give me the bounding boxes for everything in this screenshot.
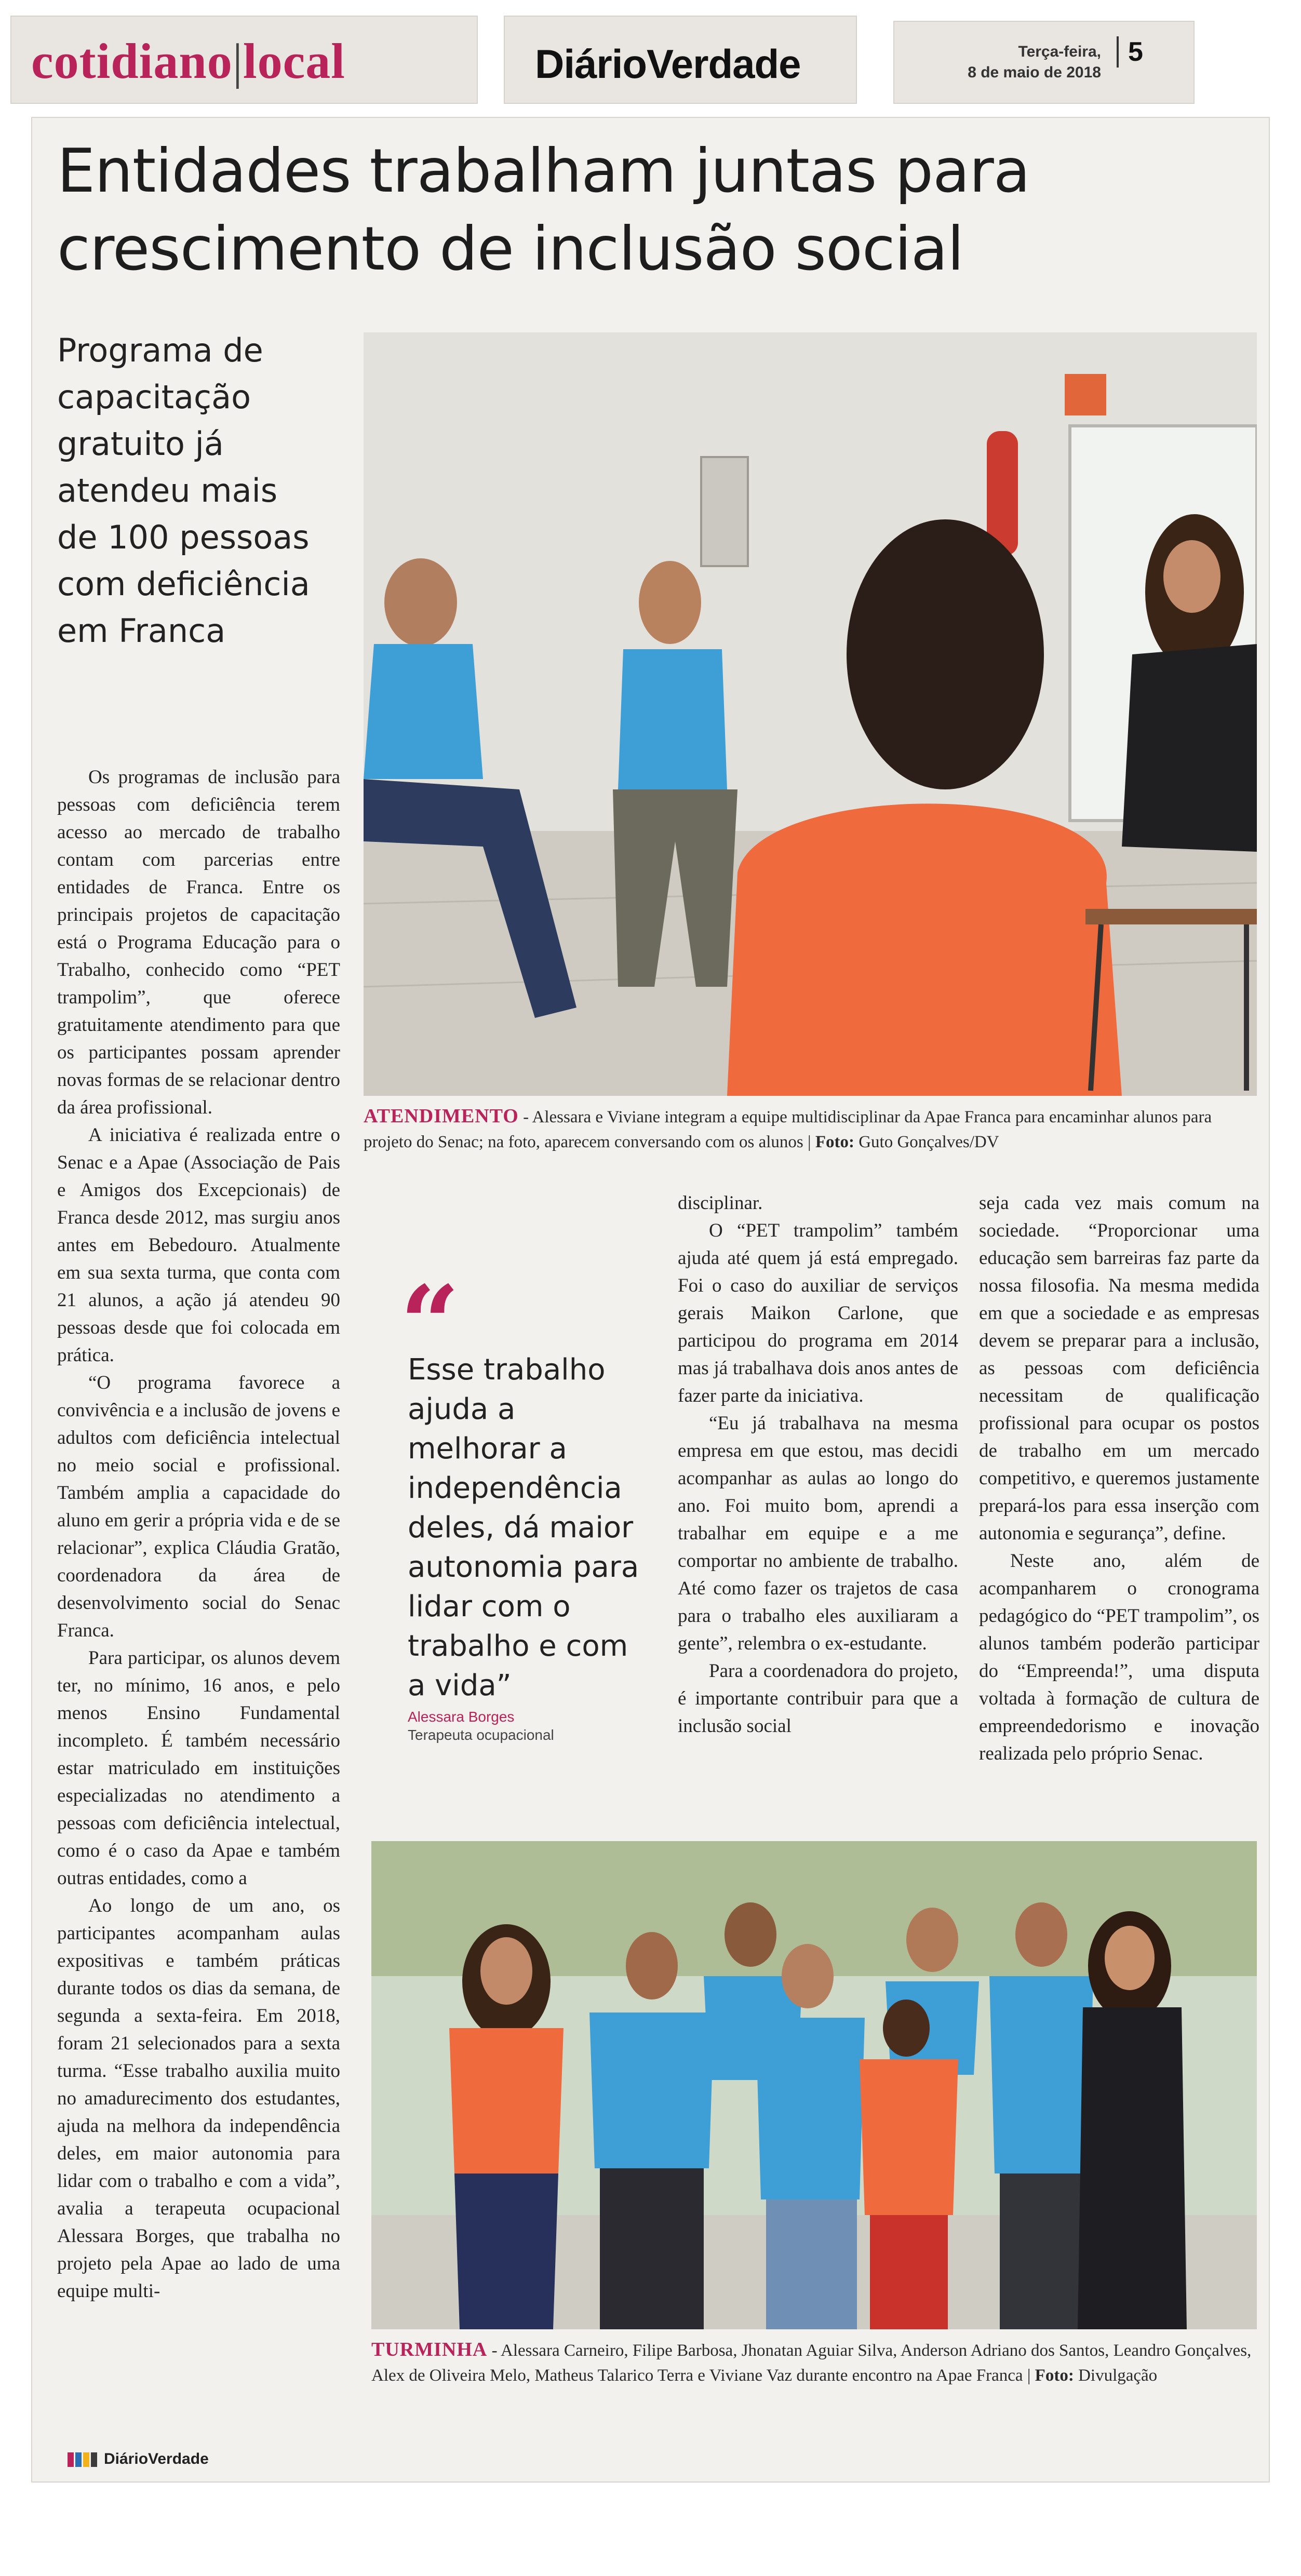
photo-1-caption (364, 1104, 1257, 1155)
page-number: 5 (1117, 36, 1143, 68)
photo-credit: Divulgação (1074, 2366, 1158, 2385)
standfirst: Programa de capacitação gratuito já atendeu mais de 100 pessoas com deficiência em Franca (57, 331, 310, 650)
paragraph: seja cada vez mais comum na sociedade. “Proporcionar uma educação sem barreiras faz parte da nossa filosofia. Na mesma medida em que a sociedade e as empresas devem se preparar para a inclusão, as pessoas com deficiência necessitam de qualificação profissional para ocupar os postos de trabalho em um mercado competitivo, e queremos justamente prepará-los para essa inserção com autonomia e segurança”, define. (979, 1192, 1259, 1544)
paragraph: “Eu já trabalhava na mesma empresa em que estou, mas decidi acompanhar as aulas ao longo do ano. Foi muito bom, aprendi a trabalhar em equipe e a me comportar no ambiente de trabalho. Até como fazer os trajetos de casa para o trabalho eles auxiliaram a gente”, relembra o ex-estudante. (678, 1413, 958, 1654)
group-photo-illustration (371, 1841, 1257, 2329)
newspaper-logo: DiárioVerdade (535, 41, 801, 87)
publication-date (945, 42, 1101, 83)
paragraph: A iniciativa é realizada entre o Senac e a Apae (Associação de Pais e Amigos dos Excepcionais) de Franca desde 2012, mas surgiu anos antes em Bebedouro. Atualmente em sua sexta turma, que conta com 21 alunos, a ação já atendeu 90 pessoas desde que foi colocada em prática. (57, 1124, 340, 1366)
photo-credit-label: Foto: (1035, 2366, 1074, 2385)
quote-mark: “ (400, 1263, 460, 1385)
paragraph: “O programa favorece a convivência e a inclusão de jovens e adultos com deficiência intelectual no meio social e profissional. Também amplia a capacidade do aluno em gerir a própria vida e de se relacionar”, explica Cláudia Gratão, coordenadora da área de desenvolvimento social do Senac Franca. (57, 1372, 340, 1641)
photo-turminha (371, 1841, 1257, 2329)
photo-2-caption (371, 2337, 1257, 2388)
paragraph: Neste ano, além de acompanharem o cronograma pedagógico do “PET trampolim”, os alunos também poderão participar do “Empreenda!”, uma disputa voltada à formação de cultura de empreendedorismo e inovação realizada pelo próprio Senac. (979, 1550, 1259, 1764)
caption-label: ATENDIMENTO (364, 1105, 519, 1127)
photo-atendimento (364, 332, 1257, 1096)
quote-author-role: Terapeuta ocupacional (408, 1727, 554, 1743)
paragraph: Para participar, os alunos devem ter, no mínimo, 16 anos, e pelo menos Ensino Fundamental incompleto. É também necessário estar matriculado em instituições especializadas no atendimento a pessoas com deficiência intelectual, como é o caso da Apae e também outras entidades, como a (57, 1647, 340, 1889)
caption-text: - Alessara Carneiro, Filipe Barbosa, Jhonatan Aguiar Silva, Anderson Adriano dos Santos, Leandro Gonçalves, Alex de Oliveira Melo, Matheus Talarico Terra e Viviane Vaz durante encontro na Apae Franca | (371, 2341, 1252, 2385)
caption-text: - Alessara e Viviane integram a equipe multidisciplinar da Apae Franca para encaminhar alunos para projeto do Senac; na foto, aparecem conversando com os alunos | (364, 1108, 1212, 1151)
meeting-photo-illustration (364, 332, 1257, 1096)
date: 8 de maio de 2018 (968, 64, 1101, 81)
pull-quote: Esse trabalho ajuda a melhorar a independência deles, dá maior autonomia para lidar com o trabalho e com a vida” (408, 1353, 639, 1702)
article-column-4 (979, 1189, 1259, 1844)
caption-label: TURMINHA (371, 2339, 488, 2360)
photo-credit: Guto Gonçalves/DV (854, 1133, 999, 1151)
article-column-3 (678, 1189, 958, 1844)
headline-line-2: crescimento de inclusão social (57, 214, 964, 284)
footer-brand: DiárioVerdade (104, 2450, 209, 2467)
section-separator: | (232, 33, 243, 89)
headline (57, 132, 1241, 288)
section-name: cotidiano (31, 33, 233, 89)
paragraph: Para a coordenadora do projeto, é importante contribuir para que a inclusão social (678, 1660, 958, 1737)
paragraph: Os programas de inclusão para pessoas com deficiência terem acesso ao mercado de trabalho contam com parcerias entre entidades de Franca. Entre os principais projetos de capacitação está o Programa Educação para o Trabalho, conhecido como “PET trampolim”, que oferece gratuitamente atendimento para que os participantes possam aprender novas formas de se relacionar dentro da área profissional. (57, 767, 340, 1118)
paragraph: disciplinar. (678, 1192, 763, 1214)
article-column-1 (57, 763, 340, 2446)
weekday: Terça-feira, (1018, 43, 1101, 60)
photo-credit-label: Foto: (815, 1133, 854, 1151)
color-bars-icon (68, 2452, 99, 2467)
paragraph: Ao longo de um ano, os participantes acompanham aulas expositivas e também práticas durante todos os dias da semana, de segunda a sexta-feira. Em 2018, foram 21 selecionados para a sexta turma. “Esse trabalho auxilia muito no amadurecimento dos estudantes, ajuda na melhora da independência deles, em maior autonomia para lidar com o trabalho e com a vida”, avalia a terapeuta ocupacional Alessara Borges, que trabalha no projeto pela Apae ao lado de uma equipe multi- (57, 1895, 340, 2302)
subsection-name: local (243, 33, 345, 89)
paragraph: O “PET trampolim” também ajuda até quem já está empregado. Foi o caso do auxiliar de serviços gerais Maikon Carlone, que participou do programa em 2014 mas já trabalhava dois anos antes de fazer parte da iniciativa. (678, 1220, 958, 1406)
headline-line-1: Entidades trabalham juntas para (57, 136, 1030, 206)
footer-logo-bars (68, 2452, 99, 2467)
section-title (31, 32, 345, 90)
quote-author: Alessara Borges (408, 1709, 515, 1725)
